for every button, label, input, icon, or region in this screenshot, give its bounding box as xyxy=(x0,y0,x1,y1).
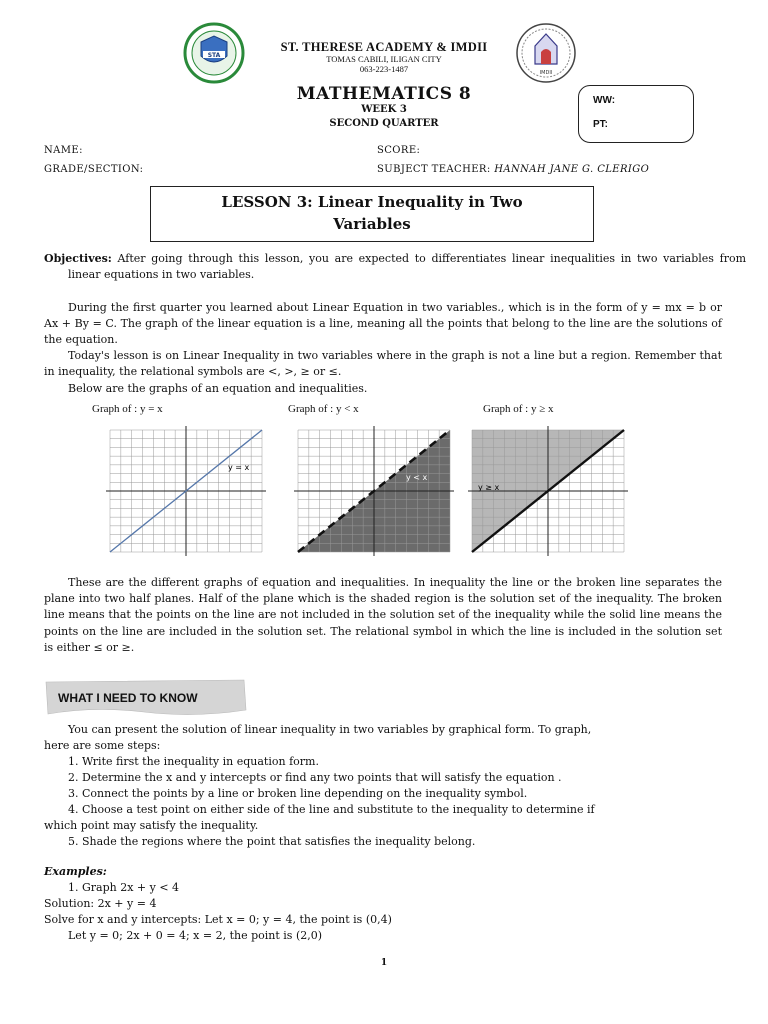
lesson-title-line2: Variables xyxy=(333,215,411,233)
teacher-label: SUBJECT TEACHER: xyxy=(377,164,491,175)
objectives-text: After going through this lesson, you are expected to differentiates linear inequalities in two variables from linear equations in two variables. xyxy=(68,252,747,282)
name-field-label: NAME: xyxy=(44,145,83,156)
example-1: 1. Graph 2x + y < 4 xyxy=(68,881,180,894)
steps-intro-line2: here are some steps: xyxy=(44,739,161,752)
graph-title: Graph of : y = x xyxy=(92,403,163,415)
graph-line-label: y = x xyxy=(228,463,250,472)
examples-label: Examples: xyxy=(44,865,107,878)
subject-title: MATHEMATICS 8 xyxy=(296,84,472,104)
step-4-continued: which point may satisfy the inequality. xyxy=(44,819,259,832)
intro-paragraph-3: Below are the graphs of an equation and inequalities. xyxy=(68,382,368,395)
grade-section-label: GRADE/SECTION: xyxy=(44,164,144,175)
objectives-paragraph xyxy=(44,251,746,283)
score-field-label: SCORE: xyxy=(377,145,421,156)
logo-right-text: IMDII xyxy=(539,70,553,76)
example-let-line: Let y = 0; 2x + 0 = 4; x = 2, the point is (2,0) xyxy=(68,929,323,942)
graph-equation xyxy=(100,420,272,562)
graph-line-label: y < x xyxy=(406,473,428,482)
graph-line-label: y ≥ x xyxy=(478,483,500,492)
graph-title: Graph of : y ≥ x xyxy=(483,403,554,415)
intro-paragraph-2: Today's lesson is on Linear Inequality in two variables where in the graph is not a line but a region. Remember that in inequality, the relational symbols are <, >, ≥ or ≤. xyxy=(44,349,722,379)
school-phone: 063-223-1487 xyxy=(359,64,409,74)
pt-label: PT: xyxy=(593,119,608,130)
section-banner xyxy=(44,678,248,718)
step-3: 3. Connect the points by a line or broken line depending on the inequality symbol. xyxy=(68,787,528,800)
steps-intro-line1: You can present the solution of linear inequality in two variables by graphical form. To graph, xyxy=(68,723,592,736)
week-label: WEEK 3 xyxy=(361,104,407,115)
teacher-name: HANNAH JANE G. CLERIGO xyxy=(494,164,650,175)
graph-title: Graph of : y < x xyxy=(288,403,359,415)
teacher-field xyxy=(377,164,649,175)
score-box xyxy=(578,85,694,143)
section-banner-text: WHAT I NEED TO KNOW xyxy=(58,691,198,705)
logo-left-text: STA xyxy=(207,52,221,59)
intro-paragraph-1: During the first quarter you learned about Linear Equation in two variables., which is in the form of y = mx = b or Ax + By = C. The graph of the linear equation is a line, meaning all the points that belong to the line are the solutions of the equation. xyxy=(44,301,722,347)
step-1: 1. Write first the inequality in equation form. xyxy=(68,755,319,768)
example-solution: Solution: 2x + y = 4 xyxy=(44,897,157,910)
graph-inclusive-inequality xyxy=(462,420,634,562)
example-solve-line: Solve for x and y intercepts: Let x = 0; y = 4, the point is (0,4) xyxy=(44,913,392,926)
step-2: 2. Determine the x and y intercepts or find any two points that will satisfy the equation . xyxy=(68,771,562,784)
lesson-title-line1: LESSON 3: Linear Inequality in Two xyxy=(221,193,523,211)
lesson-title-box xyxy=(150,186,594,242)
ww-label: WW: xyxy=(593,95,616,106)
step-5: 5. Shade the regions where the point that satisfies the inequality belong. xyxy=(68,835,476,848)
objectives-label: Objectives: xyxy=(44,252,112,265)
graph-strict-inequality xyxy=(288,420,460,562)
school-name: ST. THERESE ACADEMY & IMDII xyxy=(280,40,488,54)
quarter-label: SECOND QUARTER xyxy=(329,118,439,129)
page-number: 1 xyxy=(380,958,388,968)
school-address: TOMAS CABILI, ILIGAN CITY xyxy=(326,54,442,64)
step-4: 4. Choose a test point on either side of the line and substitute to the inequality to determine if xyxy=(68,803,595,816)
explanation-paragraph: These are the different graphs of equation and inequalities. In inequality the line or the broken line separates the plane into two half planes. Half of the plane which is the shaded region is the solution set of the inequality. The broken line means that the points on the line are not included in the solution set of the inequality while the solid line means the points on the line are included in the solution set. The relational symbol in which the line is included in the solution set is either ≤ or ≥. xyxy=(44,576,722,654)
